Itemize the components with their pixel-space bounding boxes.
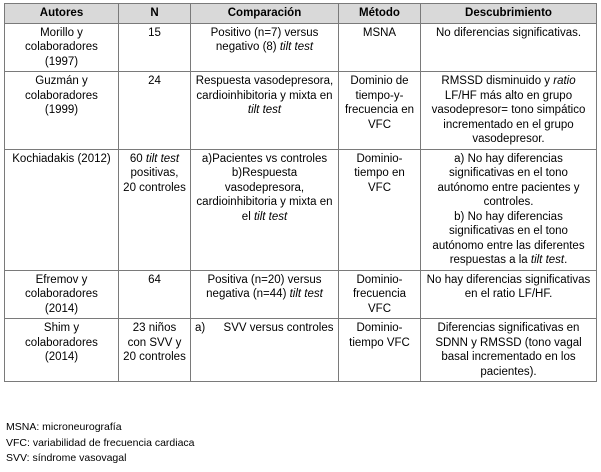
cell-comparacion: Positivo (n=7) versus negativo (8) tilt test [191, 23, 339, 72]
header-descubrimiento: Descubrimiento [421, 4, 597, 24]
header-n: N [119, 4, 191, 24]
table-row [5, 23, 597, 72]
cell-metodo: Dominio-tiempo en VFC [339, 149, 421, 270]
cell-n: 64 [119, 270, 191, 319]
studies-table [4, 3, 597, 382]
table-row [5, 270, 597, 319]
table-row [5, 319, 597, 382]
cell-autores: Guzmán y colaboradores (1999) [5, 72, 119, 150]
cell-autores: Efremov y colaboradores (2014) [5, 270, 119, 319]
table-footnotes [6, 420, 195, 467]
footnote-vfc: VFC: variabilidad de frecuencia cardiaca [6, 436, 195, 449]
header-comparacion: Comparación [191, 4, 339, 24]
cell-descubrimiento: a) No hay diferencias significativas en el tono autónomo entre pacientes y controles. b) No hay diferencias significativas en el tono autónomo entre las diferentes respuestas a la tilt test. [421, 149, 597, 270]
cell-descubrimiento: RMSSD disminuido y ratio LF/HF más alto en grupo vasodepresor= tono simpático incrementado en el grupo vasodepresor. [421, 72, 597, 150]
cell-n: 23 niños con SVV y 20 controles [119, 319, 191, 382]
cell-metodo: MSNA [339, 23, 421, 72]
header-autores: Autores [5, 4, 119, 24]
list-marker: a) [195, 322, 206, 334]
footnote-msna: MSNA: microneurografía [6, 421, 122, 433]
cell-n: 60 tilt test positivas, 20 controles [119, 149, 191, 270]
cell-descubrimiento: No diferencias significativas. [421, 23, 597, 72]
cell-autores: Morillo y colaboradores (1997) [5, 23, 119, 72]
cell-autores: Kochiadakis (2012) [5, 149, 119, 270]
footnote-svv: SVV: síndrome vasovagal [6, 452, 127, 464]
cell-comparacion: Positiva (n=20) versus negativa (n=44) tilt test [191, 270, 339, 319]
table-row [5, 149, 597, 270]
table-row [5, 72, 597, 150]
cell-n: 24 [119, 72, 191, 150]
cell-comparacion: Respuesta vasodepresora, cardioinhibitoria y mixta en tilt test [191, 72, 339, 150]
cell-autores: Shim y colaboradores (2014) [5, 319, 119, 382]
cell-metodo: Dominio de tiempo-y-frecuencia en VFC [339, 72, 421, 150]
cell-descubrimiento: No hay diferencias significativas en el ratio LF/HF. [421, 270, 597, 319]
cell-comparacion: a) SVV versus controles [191, 319, 339, 382]
header-row [5, 4, 597, 24]
cell-metodo: Dominio-tiempo VFC [339, 319, 421, 382]
cell-comparacion: a)Pacientes vs controles b)Respuesta vasodepresora, cardioinhibitoria y mixta en el tilt test [191, 149, 339, 270]
header-metodo: Método [339, 4, 421, 24]
cell-metodo: Dominio-frecuencia VFC [339, 270, 421, 319]
cell-descubrimiento: Diferencias significativas en SDNN y RMSSD (tono vagal basal incrementado en los pacientes). [421, 319, 597, 382]
cell-n: 15 [119, 23, 191, 72]
